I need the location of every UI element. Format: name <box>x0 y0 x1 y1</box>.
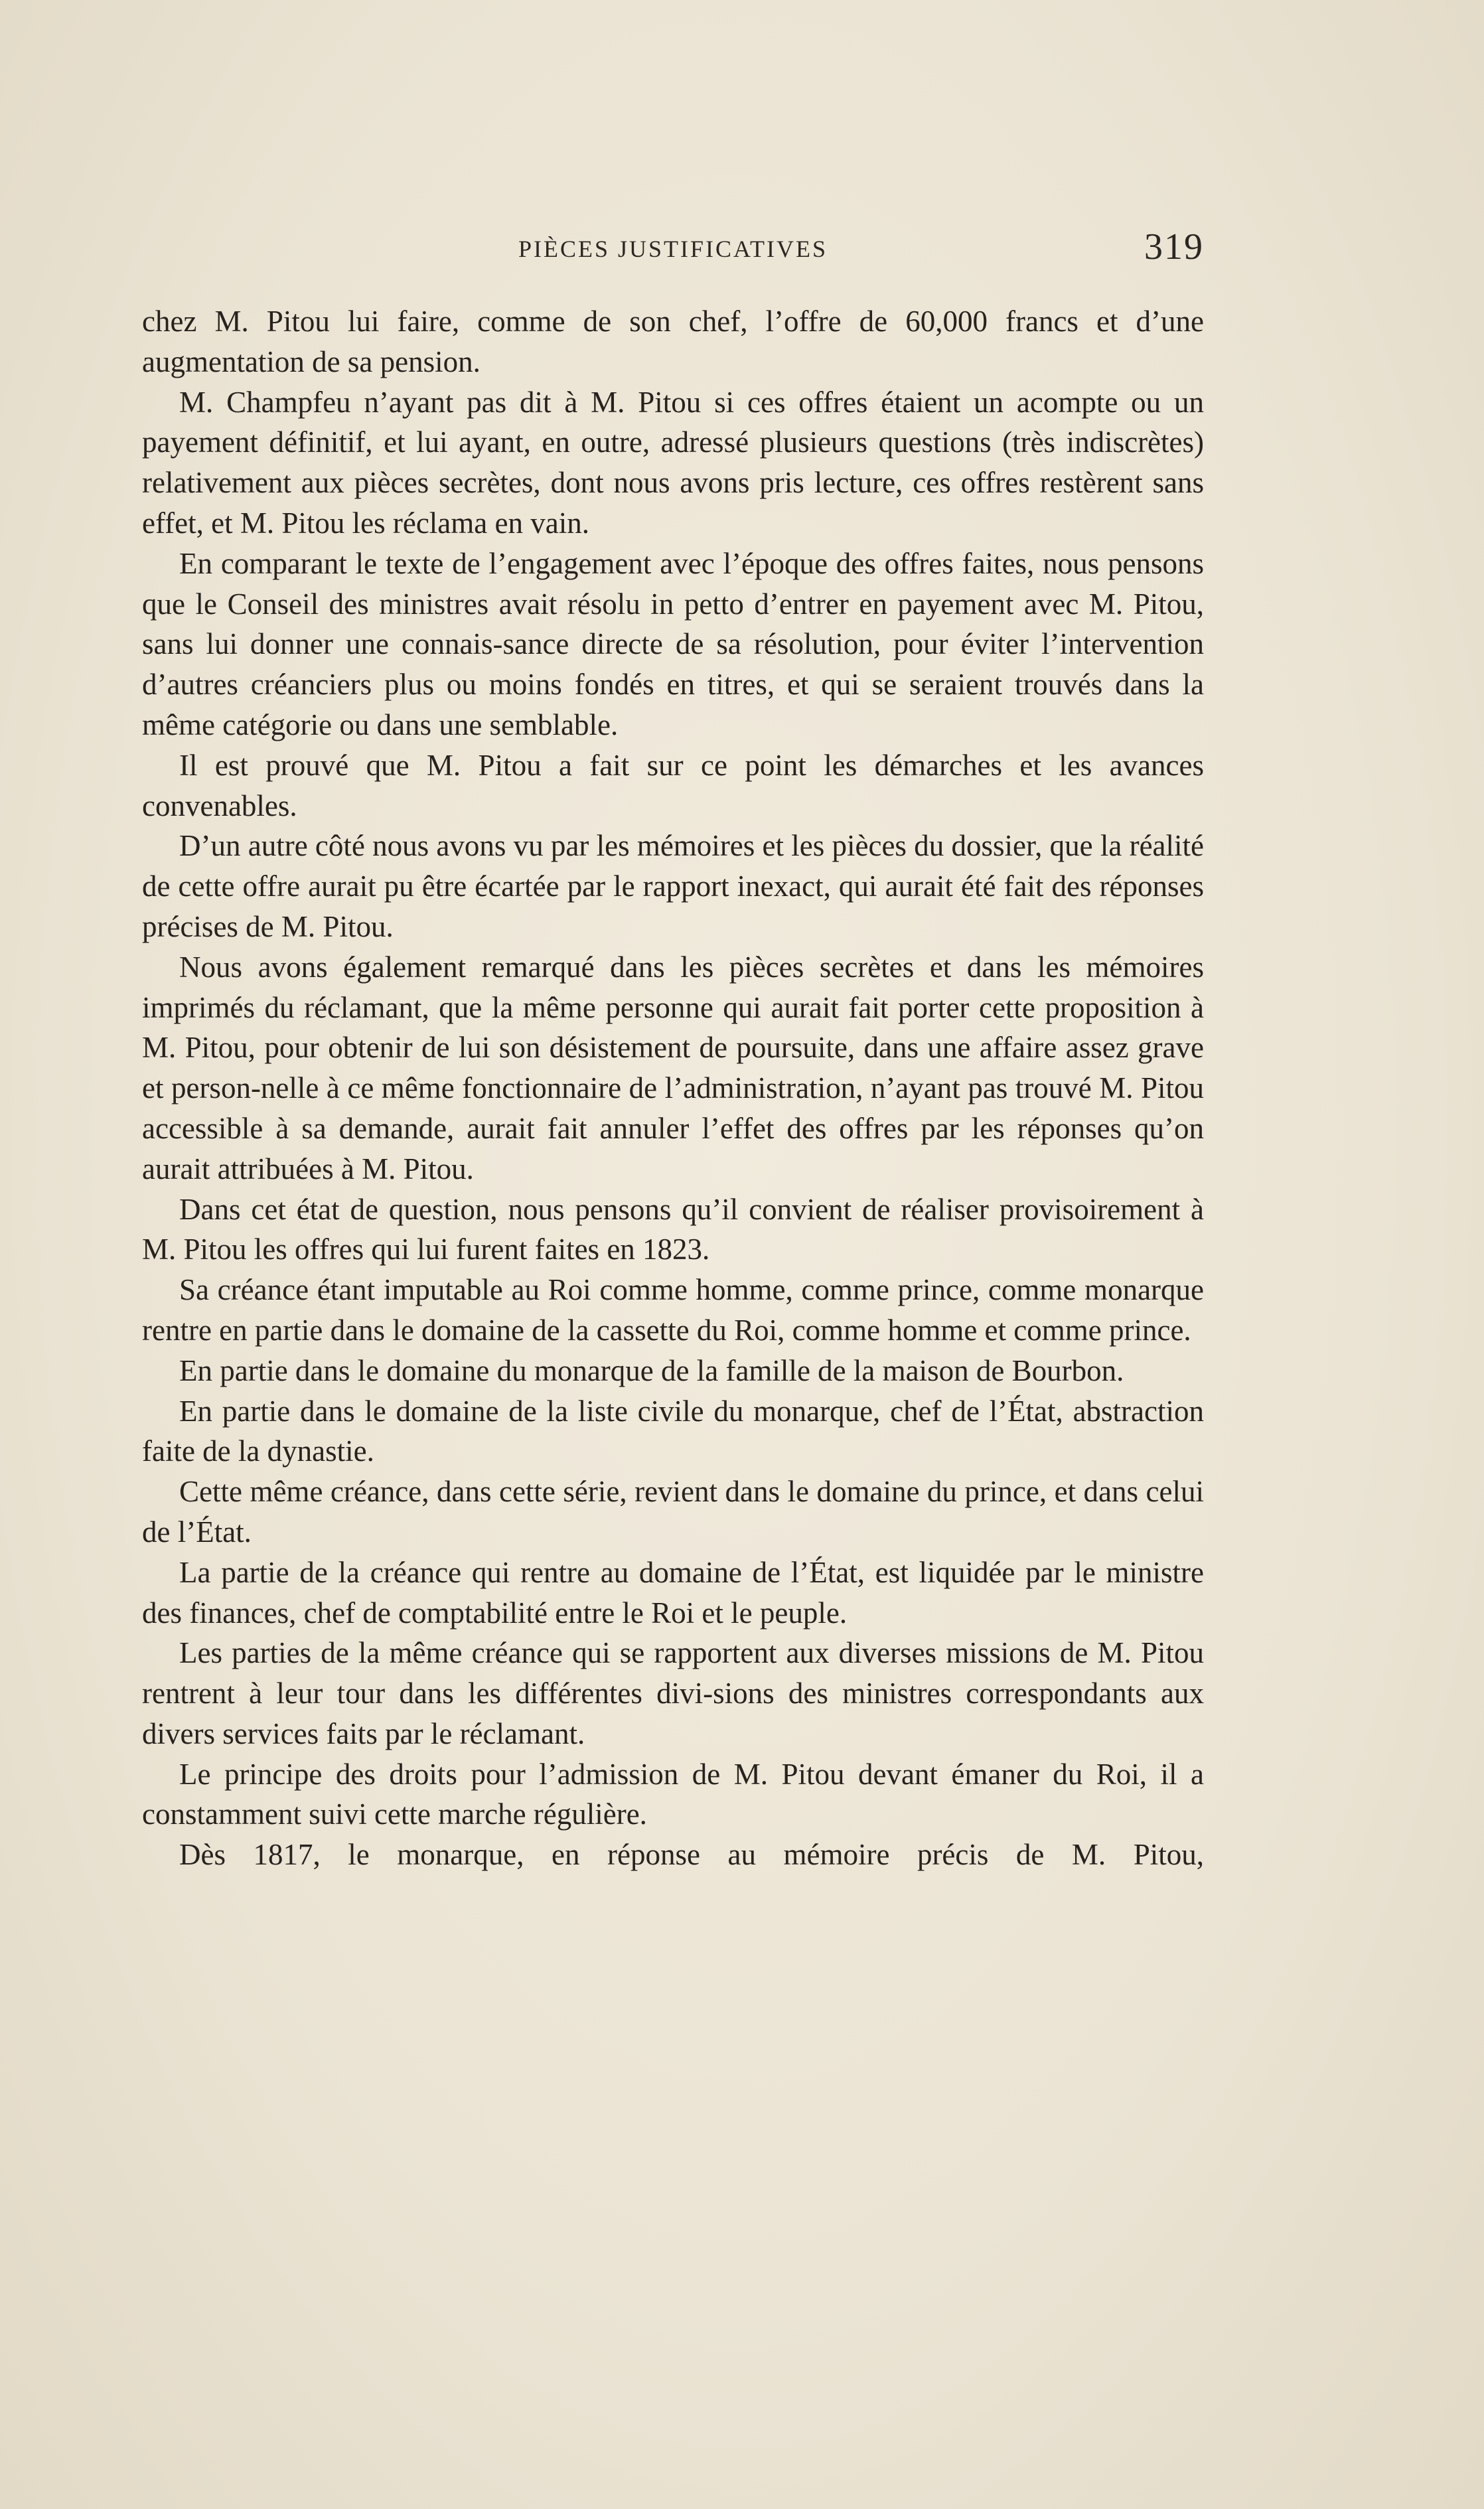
paragraph: Les parties de la même créance qui se rapportent aux diverses missions de M. Pitou rentrent à leur tour dans les différentes divi-sions des ministres correspondants aux divers services faits par le réclamant. <box>142 1636 1204 1750</box>
paragraph: chez M. Pitou lui faire, comme de son chef, l’offre de 60,000 francs et d’une augmentation de sa pension. <box>142 305 1204 378</box>
paragraph: Il est prouvé que M. Pitou a fait sur ce point les démarches et les avances convenables. <box>142 748 1204 822</box>
paragraph: En partie dans le domaine de la liste civile du monarque, chef de l’État, abstraction faite de la dynastie. <box>142 1394 1204 1468</box>
paragraph: En comparant le texte de l’engagement avec l’époque des offres faites, nous pensons que le Conseil des ministres avait résolu in petto d’entrer en payement avec M. Pitou, sans lui donner une connais-sance directe de sa résolution, pour éviter l’intervention d’autres créanciers plus ou moins fondés en titres, et qui se seraient trouvés dans la même catégorie ou dans une semblable. <box>142 546 1204 741</box>
paragraph: La partie de la créance qui rentre au domaine de l’État, est liquidée par le ministre des finances, chef de comptabilité entre le Roi et le peuple. <box>142 1555 1204 1630</box>
paragraph: M. Champfeu n’ayant pas dit à M. Pitou si ces offres étaient un acompte ou un payement définitif, et lui ayant, en outre, adressé plusieurs questions (très indiscrètes) relativement aux pièces secrètes, dont nous avons pris lecture, ces offres restèrent sans effet, et M. Pitou les réclama en vain. <box>142 385 1204 540</box>
paragraph: En partie dans le domaine du monarque de la famille de la maison de Bourbon. <box>179 1353 1124 1387</box>
paragraph: Sa créance étant imputable au Roi comme homme, comme prince, comme monarque rentre en partie dans le domaine de la cassette du Roi, comme homme et comme prince. <box>142 1273 1204 1347</box>
paragraph: Le principe des droits pour l’admission de M. Pitou devant émaner du Roi, il a constamment suivi cette marche régulière. <box>142 1757 1204 1831</box>
running-head <box>142 226 1204 272</box>
paragraph: Nous avons également remarqué dans les pièces secrètes et dans les mémoires imprimés du réclamant, que la même personne qui aurait fait porter cette proposition à M. Pitou, pour obtenir de lui son désistement de poursuite, dans une affaire assez grave et person-nelle à ce même fonctionnaire de l’administration, n’ayant pas trouvé M. Pitou accessible à sa demande, aurait fait annuler l’effet des offres par les réponses qu’on aurait attribuées à M. Pitou. <box>142 950 1204 1185</box>
paragraph: Cette même créance, dans cette série, revient dans le domaine du prince, et dans celui de l’État. <box>142 1475 1204 1549</box>
page-number: 319 <box>1144 226 1204 267</box>
paragraph: D’un autre côté nous avons vu par les mémoires et les pièces du dossier, que la réalité de cette offre aurait pu être écartée par le rapport inexact, qui aurait été fait des réponses précises de M. Pitou. <box>142 829 1204 943</box>
paragraph: Dans cet état de question, nous pensons qu’il convient de réaliser provisoirement à M. Pitou les offres qui lui furent faites en 1823. <box>142 1192 1204 1266</box>
body-text <box>142 301 1204 1875</box>
paragraph: Dès 1817, le monarque, en réponse au mémoire précis de M. Pitou, <box>179 1838 1204 1872</box>
running-title: PIÈCES JUSTIFICATIVES <box>518 236 828 262</box>
